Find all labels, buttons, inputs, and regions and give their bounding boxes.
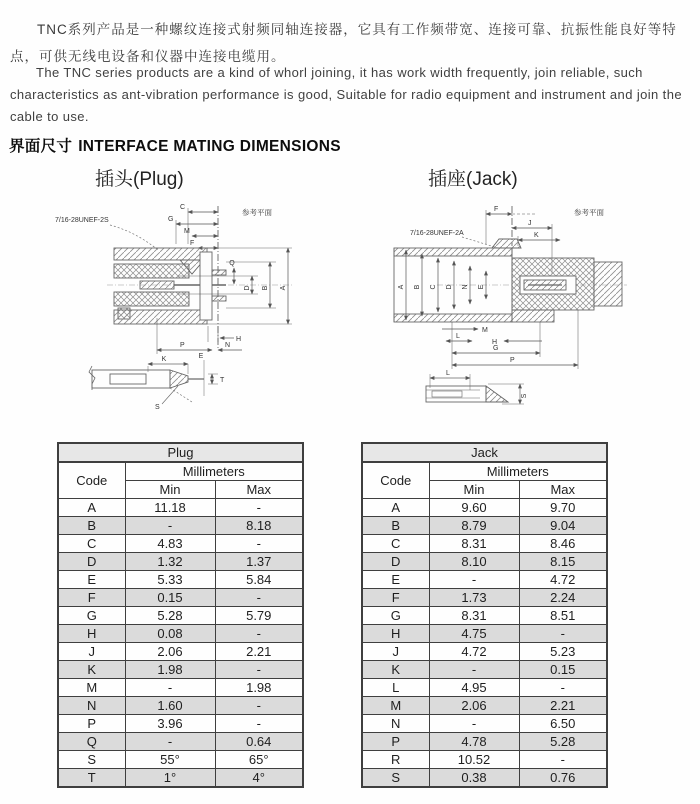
table-row [362, 661, 607, 679]
jack-min-header: Min [429, 481, 519, 499]
plug-top-dimension-lines [176, 208, 218, 248]
section-title [9, 134, 341, 156]
table-row [58, 517, 303, 535]
table-row [362, 733, 607, 751]
table-row [58, 535, 303, 553]
max-cell: 0.64 [215, 733, 303, 751]
min-cell: 8.79 [429, 517, 519, 535]
code-cell: T [58, 769, 125, 788]
max-cell: 0.15 [519, 661, 607, 679]
plug-table-body [58, 499, 303, 788]
table-row [362, 625, 607, 643]
min-cell: - [125, 733, 215, 751]
code-cell: M [58, 679, 125, 697]
code-cell: P [58, 715, 125, 733]
min-cell: 1.98 [125, 661, 215, 679]
jack-dim-A: A [398, 284, 405, 290]
max-cell: - [519, 625, 607, 643]
code-cell: E [362, 571, 429, 589]
min-cell: 4.83 [125, 535, 215, 553]
code-cell: D [58, 553, 125, 571]
table-row [58, 715, 303, 733]
table-row [362, 535, 607, 553]
min-cell: - [429, 571, 519, 589]
table-row [362, 679, 607, 697]
code-cell: N [362, 715, 429, 733]
jack-table-title: Jack [362, 443, 607, 462]
min-cell: - [429, 715, 519, 733]
max-cell: 4.72 [519, 571, 607, 589]
plug-dim-D: D [244, 285, 251, 291]
min-cell: 1° [125, 769, 215, 788]
section-title-zh: 界面尺寸 [9, 138, 73, 155]
min-cell: - [125, 517, 215, 535]
table-row [58, 769, 303, 788]
plug-ref-plane-label: 参考平面 [242, 208, 272, 217]
max-cell: 9.04 [519, 517, 607, 535]
jack-dim-C: C [430, 284, 437, 290]
jack-dim-M: M [482, 327, 488, 334]
min-cell: 2.06 [125, 643, 215, 661]
table-row [58, 625, 303, 643]
table-row [58, 661, 303, 679]
jack-dimensions-table [361, 442, 608, 788]
max-cell: 1.98 [215, 679, 303, 697]
max-cell: 5.23 [519, 643, 607, 661]
plug-dim-E: E [198, 353, 204, 360]
intro-paragraph-en: The TNC series products are a kind of whorl joining, it has work width frequently, join reliable, such characteristics as ant-vibration performance is good, Suitable for radio equipment and instrument and join the cable to use. [10, 65, 682, 124]
code-cell: G [362, 607, 429, 625]
min-cell: 0.38 [429, 769, 519, 788]
plug-min-header: Min [125, 481, 215, 499]
table-row [362, 715, 607, 733]
max-cell: 8.46 [519, 535, 607, 553]
table-row [58, 751, 303, 769]
jack-detail-dim-L: L [446, 370, 450, 377]
jack-dim-G: G [493, 345, 499, 352]
max-cell: - [215, 715, 303, 733]
min-cell: 8.10 [429, 553, 519, 571]
table-row [362, 607, 607, 625]
table-row [58, 643, 303, 661]
max-cell: - [519, 679, 607, 697]
max-cell: - [519, 751, 607, 769]
max-cell: 5.84 [215, 571, 303, 589]
intro-paragraph-zh: TNC系列产品是一种螺纹连接式射频同轴连接器，它具有工作频带宽、连接可靠、抗振性能良好等特点，可供无线电设备和仪器中连接电缆用。 [10, 22, 677, 64]
min-cell: 3.96 [125, 715, 215, 733]
jack-dim-N: N [462, 284, 469, 290]
code-cell: B [362, 517, 429, 535]
plug-dim-P: P [180, 342, 185, 349]
code-cell: A [58, 499, 125, 517]
jack-diagram-title: 插座(Jack) [428, 169, 518, 190]
table-row [362, 589, 607, 607]
table-row [58, 571, 303, 589]
max-cell: - [215, 625, 303, 643]
min-cell: 55° [125, 751, 215, 769]
jack-dim-B: B [414, 284, 421, 290]
code-cell: K [58, 661, 125, 679]
table-row [362, 517, 607, 535]
table-row [362, 697, 607, 715]
plug-max-header: Max [215, 481, 303, 499]
jack-dim-J: J [528, 220, 532, 227]
table-row [58, 499, 303, 517]
plug-dim-K: K [161, 356, 167, 363]
jack-unit-header: Millimeters [429, 462, 607, 481]
plug-dim-Q: Q [229, 260, 235, 267]
jack-section-drawing [382, 198, 682, 433]
plug-dim-F: F [190, 240, 195, 247]
code-cell: J [362, 643, 429, 661]
min-cell: 4.75 [429, 625, 519, 643]
max-cell: 65° [215, 751, 303, 769]
max-cell: 8.51 [519, 607, 607, 625]
max-cell: 6.50 [519, 715, 607, 733]
table-row [362, 553, 607, 571]
table-row [362, 769, 607, 788]
code-cell: C [58, 535, 125, 553]
plug-dim-A: A [280, 285, 287, 291]
code-cell: D [362, 553, 429, 571]
jack-thread-leader-line [462, 237, 498, 248]
code-cell: A [362, 499, 429, 517]
min-cell: 11.18 [125, 499, 215, 517]
table-row [58, 589, 303, 607]
code-cell: Q [58, 733, 125, 751]
min-cell: 1.32 [125, 553, 215, 571]
jack-dim-P: P [510, 357, 515, 364]
max-cell: - [215, 589, 303, 607]
min-cell: 9.60 [429, 499, 519, 517]
code-cell: R [362, 751, 429, 769]
jack-dim-F: F [494, 206, 499, 213]
min-cell: 5.28 [125, 607, 215, 625]
plug-dim-T: T [220, 377, 225, 384]
min-cell: 8.31 [429, 535, 519, 553]
plug-dim-S: S [155, 404, 160, 411]
plug-dim-G: G [168, 216, 174, 223]
code-cell: H [362, 625, 429, 643]
max-cell: 9.70 [519, 499, 607, 517]
plug-dim-C: C [180, 204, 186, 211]
table-row [58, 553, 303, 571]
min-cell: - [125, 679, 215, 697]
min-cell: - [429, 661, 519, 679]
code-cell: P [362, 733, 429, 751]
plug-dimensions-table [57, 442, 304, 788]
max-cell: 2.21 [215, 643, 303, 661]
min-cell: 1.73 [429, 589, 519, 607]
plug-table-title: Plug [58, 443, 303, 462]
code-cell: G [58, 607, 125, 625]
code-cell: B [58, 517, 125, 535]
jack-table-body [362, 499, 607, 788]
max-cell: - [215, 535, 303, 553]
plug-thread-label: 7/16-28UNEF-2S [55, 217, 109, 224]
table-row [362, 643, 607, 661]
jack-max-header: Max [519, 481, 607, 499]
max-cell: 8.18 [215, 517, 303, 535]
max-cell: 5.28 [519, 733, 607, 751]
plug-unit-header: Millimeters [125, 462, 303, 481]
plug-diagram-title: 插头(Plug) [95, 169, 184, 190]
code-cell: F [58, 589, 125, 607]
jack-socket-detail-view [426, 374, 524, 404]
min-cell: 4.78 [429, 733, 519, 751]
jack-detail-dim-S: S [521, 393, 528, 399]
code-cell: H [58, 625, 125, 643]
min-cell: 2.06 [429, 697, 519, 715]
code-cell: J [58, 643, 125, 661]
code-cell: K [362, 661, 429, 679]
max-cell: - [215, 697, 303, 715]
table-row [58, 733, 303, 751]
code-cell: L [362, 679, 429, 697]
code-cell: F [362, 589, 429, 607]
table-row [362, 499, 607, 517]
jack-body-section [394, 239, 627, 322]
plug-pin-detail-view [89, 360, 218, 404]
min-cell: 4.72 [429, 643, 519, 661]
jack-dim-E: E [478, 284, 485, 290]
code-cell: C [362, 535, 429, 553]
min-cell: 0.15 [125, 589, 215, 607]
table-row [58, 697, 303, 715]
max-cell: 1.37 [215, 553, 303, 571]
jack-dim-K: K [534, 232, 539, 239]
code-cell: N [58, 697, 125, 715]
plug-dim-M: M [184, 228, 190, 235]
table-row [58, 607, 303, 625]
jack-dim-D: D [446, 284, 453, 290]
table-row [362, 751, 607, 769]
section-title-en: INTERFACE MATING DIMENSIONS [78, 138, 341, 155]
code-cell: S [362, 769, 429, 788]
min-cell: 0.08 [125, 625, 215, 643]
jack-thread-label: 7/16-28UNEF-2A [410, 230, 464, 237]
code-cell: M [362, 697, 429, 715]
jack-ref-plane-label: 参考平面 [574, 208, 604, 217]
code-cell: E [58, 571, 125, 589]
min-cell: 10.52 [429, 751, 519, 769]
table-row [362, 571, 607, 589]
plug-section-drawing [52, 198, 352, 433]
max-cell: 0.76 [519, 769, 607, 788]
min-cell: 4.95 [429, 679, 519, 697]
max-cell: 2.24 [519, 589, 607, 607]
max-cell: - [215, 661, 303, 679]
max-cell: - [215, 499, 303, 517]
min-cell: 8.31 [429, 607, 519, 625]
plug-dim-B: B [262, 285, 269, 291]
plug-dim-H: H [236, 336, 242, 343]
table-row [58, 679, 303, 697]
max-cell: 2.21 [519, 697, 607, 715]
plug-code-header: Code [58, 462, 125, 499]
min-cell: 1.60 [125, 697, 215, 715]
jack-code-header: Code [362, 462, 429, 499]
jack-dim-H: H [492, 339, 498, 346]
code-cell: S [58, 751, 125, 769]
plug-dim-N: N [225, 342, 231, 349]
min-cell: 5.33 [125, 571, 215, 589]
max-cell: 4° [215, 769, 303, 788]
plug-thread-leader-line [110, 225, 158, 250]
jack-dim-L: L [456, 333, 460, 340]
max-cell: 5.79 [215, 607, 303, 625]
max-cell: 8.15 [519, 553, 607, 571]
